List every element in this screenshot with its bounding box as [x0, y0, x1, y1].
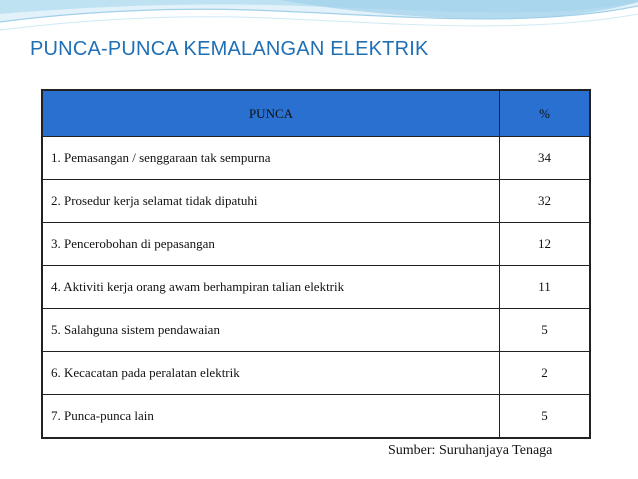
causes-table	[41, 89, 591, 439]
cause-cell: 5. Salahguna sistem pendawaian	[42, 309, 500, 352]
cause-cell: 6. Kecacatan pada peralatan elektrik	[42, 352, 500, 395]
table-row	[42, 180, 590, 223]
cause-cell: 3. Pencerobohan di pepasangan	[42, 223, 500, 266]
cause-cell: 4. Aktiviti kerja orang awam berhampiran talian elektrik	[42, 266, 500, 309]
percent-cell: 32	[500, 180, 591, 223]
source-note: Sumber: Suruhanjaya Tenaga	[388, 443, 553, 458]
cause-cell: 1. Pemasangan / senggaraan tak sempurna	[42, 137, 500, 180]
cause-cell: 2. Prosedur kerja selamat tidak dipatuhi	[42, 180, 500, 223]
table-row	[42, 352, 590, 395]
table-row	[42, 395, 590, 439]
percent-cell: 12	[500, 223, 591, 266]
slide-title: PUNCA-PUNCA KEMALANGAN ELEKTRIK	[30, 38, 429, 60]
percent-cell: 11	[500, 266, 591, 309]
table-header-row	[42, 90, 590, 137]
table-row	[42, 309, 590, 352]
percent-cell: 5	[500, 309, 591, 352]
header-cause: PUNCA	[42, 90, 500, 137]
percent-cell: 34	[500, 137, 591, 180]
percent-cell: 5	[500, 395, 591, 439]
table-row	[42, 223, 590, 266]
percent-cell: 2	[500, 352, 591, 395]
header-percent: %	[500, 90, 591, 137]
table-row	[42, 137, 590, 180]
cause-cell: 7. Punca-punca lain	[42, 395, 500, 439]
table-row	[42, 266, 590, 309]
